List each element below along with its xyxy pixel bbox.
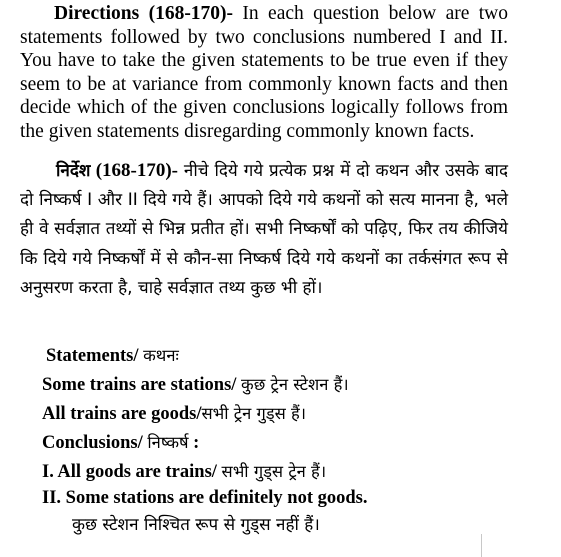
- conclusion-1: [42, 459, 326, 483]
- conclusions-heading: [42, 430, 199, 454]
- hindi-directions-number: (168-170)-: [90, 160, 179, 181]
- statements-heading-en: Statements/: [46, 346, 144, 366]
- statement-1-hi: कुछ ट्रेन स्टेशन हैं।: [241, 375, 349, 394]
- statement-2: [42, 401, 306, 425]
- statement-2-hi: सभी ट्रेन गुड्स हैं।: [201, 404, 307, 423]
- conclusions-heading-colon: :: [188, 433, 200, 453]
- conclusions-heading-en: Conclusions/: [42, 433, 148, 453]
- english-directions: [20, 2, 508, 144]
- conclusions-heading-hi: निष्कर्ष: [147, 433, 189, 452]
- directions-body: In each question below are two statements followed by two conclusions numbered I and II. You have to take the given statements to be true even if they seem to be at variance from commonly known facts and then decide which of the given conclusions logically follows from the given statements disregarding commonly known facts.: [20, 3, 509, 142]
- conclusion-2-en-text: II. Some stations are definitely not goods.: [42, 488, 368, 508]
- hindi-directions: [20, 156, 508, 303]
- statements-heading: [46, 343, 179, 367]
- hindi-directions-body: नीचे दिये गये प्रत्येक प्रश्न में दो कथन और उसके बाद दो निष्कर्ष I और II दिये गये हैं। आपको दिये गये कथनों को सत्य मानना है, भले ही वे सर्वज्ञात तथ्यों से भिन्न प्रतीत हों। सभी निष्कर्षों को पढ़िए, फिर तय कीजिये कि दिये गये निष्कर्षों में से कौन-सा निष्कर्ष दिये गये कथनों का तर्कसंगत रूप से अनुसरण करता है, चाहे सर्वज्ञात तथ्य कुछ भी हों।: [20, 161, 508, 298]
- directions-lead: Directions (168-170)-: [54, 3, 234, 24]
- conclusion-2-en: [42, 488, 367, 509]
- statement-2-en: All trains are goods/: [42, 404, 202, 424]
- statements-heading-hi: कथनः: [143, 346, 179, 365]
- hindi-directions-lead: निर्देश: [56, 161, 91, 181]
- statement-1-en: Some trains are stations/: [42, 375, 242, 395]
- conclusion-2-hi: [72, 512, 320, 536]
- conclusion-2-hi-text: कुछ स्टेशन निश्चित रूप से गुड्स नहीं हैं।: [72, 515, 320, 535]
- statement-1: [42, 372, 349, 396]
- conclusion-1-hi: सभी गुड्स ट्रेन हैं।: [221, 462, 327, 481]
- frame-divider: [481, 534, 482, 557]
- conclusion-1-en: I. All goods are trains/: [42, 462, 222, 482]
